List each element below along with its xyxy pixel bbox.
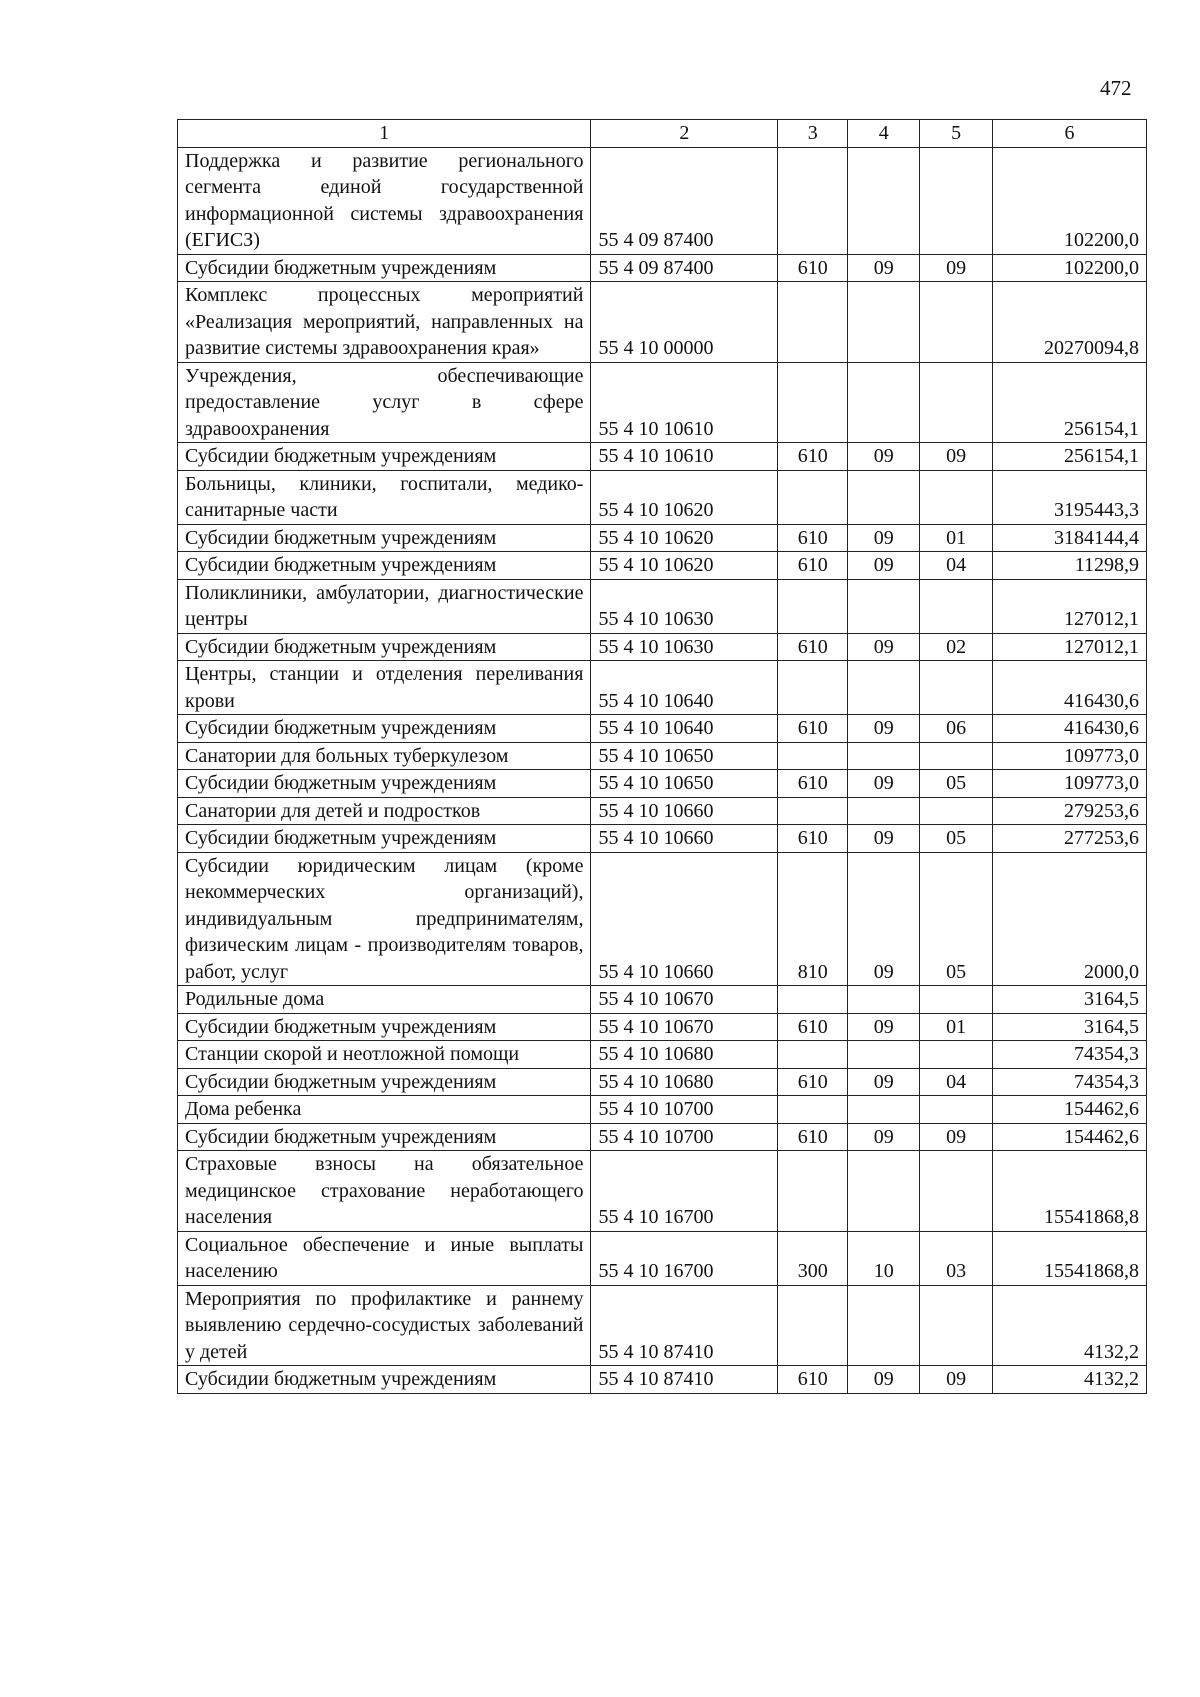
budget-table bbox=[177, 119, 1147, 1394]
row-rz-cell: 09 bbox=[848, 552, 920, 580]
table-row bbox=[178, 1366, 1147, 1394]
row-name-cell: Субсидии бюджетным учреждениям bbox=[178, 633, 591, 661]
row-code-cell: 55 4 09 87400 bbox=[591, 147, 778, 254]
row-pr-cell bbox=[920, 742, 993, 770]
row-name-cell: Поликлиники, амбулатории, диагностические центры bbox=[178, 579, 591, 633]
row-code-cell: 55 4 10 00000 bbox=[591, 282, 778, 363]
row-name-cell: Больницы, клиники, госпитали, медико-санитарные части bbox=[178, 470, 591, 524]
table-body bbox=[178, 147, 1147, 1393]
row-rz-cell bbox=[848, 1041, 920, 1069]
row-code-cell: 55 4 10 10680 bbox=[591, 1068, 778, 1096]
row-code-cell: 55 4 10 10670 bbox=[591, 1013, 778, 1041]
row-pr-cell bbox=[920, 362, 993, 443]
row-vr-cell bbox=[778, 661, 848, 715]
row-pr-cell: 05 bbox=[920, 852, 993, 986]
table-row bbox=[178, 715, 1147, 743]
row-vr-cell: 610 bbox=[778, 254, 848, 282]
row-code-cell: 55 4 10 87410 bbox=[591, 1285, 778, 1366]
row-rz-cell bbox=[848, 661, 920, 715]
row-vr-cell bbox=[778, 470, 848, 524]
row-pr-cell: 04 bbox=[920, 1068, 993, 1096]
table-row bbox=[178, 1123, 1147, 1151]
row-code-cell: 55 4 10 10640 bbox=[591, 661, 778, 715]
row-pr-cell: 06 bbox=[920, 715, 993, 743]
row-code-cell: 55 4 09 87400 bbox=[591, 254, 778, 282]
column-header: 3 bbox=[778, 120, 848, 148]
row-rz-cell: 09 bbox=[848, 825, 920, 853]
row-code-cell: 55 4 10 10650 bbox=[591, 770, 778, 798]
row-pr-cell: 09 bbox=[920, 443, 993, 471]
table-row bbox=[178, 1013, 1147, 1041]
row-pr-cell bbox=[920, 579, 993, 633]
row-pr-cell bbox=[920, 470, 993, 524]
column-header: 2 bbox=[591, 120, 778, 148]
row-amount-cell: 11298,9 bbox=[993, 552, 1147, 580]
row-code-cell: 55 4 10 10620 bbox=[591, 552, 778, 580]
row-pr-cell: 04 bbox=[920, 552, 993, 580]
row-vr-cell bbox=[778, 1285, 848, 1366]
row-rz-cell bbox=[848, 1151, 920, 1232]
row-name-cell: Субсидии бюджетным учреждениям bbox=[178, 254, 591, 282]
row-vr-cell: 610 bbox=[778, 715, 848, 743]
row-code-cell: 55 4 10 10660 bbox=[591, 797, 778, 825]
table-row bbox=[178, 147, 1147, 254]
row-vr-cell: 610 bbox=[778, 633, 848, 661]
row-name-cell: Субсидии бюджетным учреждениям bbox=[178, 443, 591, 471]
row-pr-cell: 03 bbox=[920, 1231, 993, 1285]
row-amount-cell: 74354,3 bbox=[993, 1041, 1147, 1069]
table-row bbox=[178, 1231, 1147, 1285]
row-pr-cell bbox=[920, 1285, 993, 1366]
row-name-cell: Станции скорой и неотложной помощи bbox=[178, 1041, 591, 1069]
table-row bbox=[178, 552, 1147, 580]
row-name-cell: Родильные дома bbox=[178, 986, 591, 1014]
row-code-cell: 55 4 10 10610 bbox=[591, 443, 778, 471]
row-rz-cell: 09 bbox=[848, 852, 920, 986]
row-amount-cell: 4132,2 bbox=[993, 1285, 1147, 1366]
row-code-cell: 55 4 10 10630 bbox=[591, 633, 778, 661]
row-name-cell: Санатории для детей и подростков bbox=[178, 797, 591, 825]
column-header: 6 bbox=[993, 120, 1147, 148]
row-rz-cell bbox=[848, 986, 920, 1014]
row-vr-cell bbox=[778, 579, 848, 633]
row-code-cell: 55 4 10 10660 bbox=[591, 825, 778, 853]
row-rz-cell: 09 bbox=[848, 1068, 920, 1096]
row-pr-cell bbox=[920, 147, 993, 254]
row-name-cell: Субсидии бюджетным учреждениям bbox=[178, 1366, 591, 1394]
row-amount-cell: 256154,1 bbox=[993, 362, 1147, 443]
row-code-cell: 55 4 10 10620 bbox=[591, 524, 778, 552]
column-header: 4 bbox=[848, 120, 920, 148]
row-pr-cell: 01 bbox=[920, 524, 993, 552]
row-rz-cell bbox=[848, 742, 920, 770]
row-rz-cell bbox=[848, 797, 920, 825]
row-amount-cell: 127012,1 bbox=[993, 633, 1147, 661]
row-name-cell: Субсидии бюджетным учреждениям bbox=[178, 552, 591, 580]
row-amount-cell: 3184144,4 bbox=[993, 524, 1147, 552]
row-pr-cell: 05 bbox=[920, 825, 993, 853]
row-rz-cell bbox=[848, 362, 920, 443]
table-row bbox=[178, 362, 1147, 443]
table-row bbox=[178, 1068, 1147, 1096]
column-header: 1 bbox=[178, 120, 591, 148]
row-pr-cell: 02 bbox=[920, 633, 993, 661]
row-code-cell: 55 4 10 10680 bbox=[591, 1041, 778, 1069]
row-amount-cell: 15541868,8 bbox=[993, 1231, 1147, 1285]
row-rz-cell: 09 bbox=[848, 633, 920, 661]
row-vr-cell: 610 bbox=[778, 524, 848, 552]
row-pr-cell bbox=[920, 1096, 993, 1124]
row-pr-cell bbox=[920, 797, 993, 825]
row-amount-cell: 20270094,8 bbox=[993, 282, 1147, 363]
row-pr-cell bbox=[920, 282, 993, 363]
table-row bbox=[178, 1151, 1147, 1232]
row-vr-cell: 300 bbox=[778, 1231, 848, 1285]
row-amount-cell: 3195443,3 bbox=[993, 470, 1147, 524]
row-code-cell: 55 4 10 10610 bbox=[591, 362, 778, 443]
table-row bbox=[178, 524, 1147, 552]
row-vr-cell: 610 bbox=[778, 770, 848, 798]
row-vr-cell bbox=[778, 1041, 848, 1069]
row-rz-cell: 09 bbox=[848, 443, 920, 471]
row-amount-cell: 416430,6 bbox=[993, 661, 1147, 715]
row-rz-cell bbox=[848, 1096, 920, 1124]
row-vr-cell bbox=[778, 797, 848, 825]
row-code-cell: 55 4 10 10700 bbox=[591, 1096, 778, 1124]
table-row bbox=[178, 633, 1147, 661]
row-amount-cell: 102200,0 bbox=[993, 254, 1147, 282]
row-amount-cell: 277253,6 bbox=[993, 825, 1147, 853]
table-row bbox=[178, 1096, 1147, 1124]
row-name-cell: Учреждения, обеспечивающие предоставление услуг в сфере здравоохранения bbox=[178, 362, 591, 443]
row-name-cell: Субсидии бюджетным учреждениям bbox=[178, 715, 591, 743]
table-row bbox=[178, 1041, 1147, 1069]
row-amount-cell: 256154,1 bbox=[993, 443, 1147, 471]
row-pr-cell bbox=[920, 1041, 993, 1069]
row-name-cell: Дома ребенка bbox=[178, 1096, 591, 1124]
row-name-cell: Субсидии бюджетным учреждениям bbox=[178, 1013, 591, 1041]
row-amount-cell: 15541868,8 bbox=[993, 1151, 1147, 1232]
row-name-cell: Санатории для больных туберкулезом bbox=[178, 742, 591, 770]
row-amount-cell: 74354,3 bbox=[993, 1068, 1147, 1096]
table-row bbox=[178, 282, 1147, 363]
row-vr-cell bbox=[778, 362, 848, 443]
row-pr-cell: 09 bbox=[920, 1366, 993, 1394]
row-vr-cell bbox=[778, 282, 848, 363]
row-code-cell: 55 4 10 16700 bbox=[591, 1231, 778, 1285]
row-name-cell: Субсидии бюджетным учреждениям bbox=[178, 524, 591, 552]
row-code-cell: 55 4 10 87410 bbox=[591, 1366, 778, 1394]
page-number: 472 bbox=[1100, 76, 1132, 100]
row-amount-cell: 4132,2 bbox=[993, 1366, 1147, 1394]
row-code-cell: 55 4 10 10660 bbox=[591, 852, 778, 986]
row-vr-cell: 610 bbox=[778, 1366, 848, 1394]
row-rz-cell bbox=[848, 579, 920, 633]
row-amount-cell: 127012,1 bbox=[993, 579, 1147, 633]
row-code-cell: 55 4 10 16700 bbox=[591, 1151, 778, 1232]
row-name-cell: Комплекс процессных мероприятий «Реализация мероприятий, направленных на развитие системы здравоохранения края» bbox=[178, 282, 591, 363]
row-pr-cell: 01 bbox=[920, 1013, 993, 1041]
row-code-cell: 55 4 10 10620 bbox=[591, 470, 778, 524]
row-vr-cell: 610 bbox=[778, 552, 848, 580]
table-row bbox=[178, 1285, 1147, 1366]
row-vr-cell: 610 bbox=[778, 1068, 848, 1096]
row-name-cell: Субсидии бюджетным учреждениям bbox=[178, 1068, 591, 1096]
row-pr-cell: 05 bbox=[920, 770, 993, 798]
row-rz-cell: 10 bbox=[848, 1231, 920, 1285]
row-name-cell: Субсидии юридическим лицам (кроме некоммерческих организаций), индивидуальным предпринимателям, физическим лицам - производителям товаров, работ, услуг bbox=[178, 852, 591, 986]
row-amount-cell: 109773,0 bbox=[993, 770, 1147, 798]
row-name-cell: Социальное обеспечение и иные выплаты населению bbox=[178, 1231, 591, 1285]
row-amount-cell: 3164,5 bbox=[993, 986, 1147, 1014]
row-name-cell: Субсидии бюджетным учреждениям bbox=[178, 770, 591, 798]
row-rz-cell bbox=[848, 282, 920, 363]
row-vr-cell: 610 bbox=[778, 825, 848, 853]
row-rz-cell: 09 bbox=[848, 770, 920, 798]
row-amount-cell: 416430,6 bbox=[993, 715, 1147, 743]
table-row bbox=[178, 742, 1147, 770]
row-rz-cell: 09 bbox=[848, 524, 920, 552]
row-rz-cell: 09 bbox=[848, 1013, 920, 1041]
table-row bbox=[178, 254, 1147, 282]
row-rz-cell: 09 bbox=[848, 1366, 920, 1394]
row-vr-cell bbox=[778, 147, 848, 254]
row-name-cell: Субсидии бюджетным учреждениям bbox=[178, 1123, 591, 1151]
row-pr-cell: 09 bbox=[920, 1123, 993, 1151]
row-vr-cell: 610 bbox=[778, 1123, 848, 1151]
row-amount-cell: 154462,6 bbox=[993, 1123, 1147, 1151]
table-row bbox=[178, 770, 1147, 798]
row-name-cell: Субсидии бюджетным учреждениям bbox=[178, 825, 591, 853]
row-vr-cell: 810 bbox=[778, 852, 848, 986]
row-rz-cell bbox=[848, 1285, 920, 1366]
row-vr-cell bbox=[778, 742, 848, 770]
row-amount-cell: 3164,5 bbox=[993, 1013, 1147, 1041]
row-amount-cell: 2000,0 bbox=[993, 852, 1147, 986]
row-rz-cell: 09 bbox=[848, 1123, 920, 1151]
row-rz-cell bbox=[848, 470, 920, 524]
row-rz-cell bbox=[848, 147, 920, 254]
row-rz-cell: 09 bbox=[848, 715, 920, 743]
row-code-cell: 55 4 10 10640 bbox=[591, 715, 778, 743]
row-vr-cell: 610 bbox=[778, 1013, 848, 1041]
row-name-cell: Страховые взносы на обязательное медицинское страхование неработающего населения bbox=[178, 1151, 591, 1232]
table-row bbox=[178, 470, 1147, 524]
row-vr-cell: 610 bbox=[778, 443, 848, 471]
header-row bbox=[178, 120, 1147, 148]
row-name-cell: Поддержка и развитие регионального сегмента единой государственной информационной системы здравоохранения (ЕГИСЗ) bbox=[178, 147, 591, 254]
row-pr-cell bbox=[920, 986, 993, 1014]
row-pr-cell: 09 bbox=[920, 254, 993, 282]
table-row bbox=[178, 797, 1147, 825]
row-code-cell: 55 4 10 10650 bbox=[591, 742, 778, 770]
row-pr-cell bbox=[920, 661, 993, 715]
row-vr-cell bbox=[778, 1151, 848, 1232]
row-amount-cell: 102200,0 bbox=[993, 147, 1147, 254]
row-vr-cell bbox=[778, 986, 848, 1014]
row-code-cell: 55 4 10 10700 bbox=[591, 1123, 778, 1151]
row-amount-cell: 154462,6 bbox=[993, 1096, 1147, 1124]
row-pr-cell bbox=[920, 1151, 993, 1232]
row-code-cell: 55 4 10 10630 bbox=[591, 579, 778, 633]
row-code-cell: 55 4 10 10670 bbox=[591, 986, 778, 1014]
table-row bbox=[178, 986, 1147, 1014]
row-name-cell: Мероприятия по профилактике и раннему выявлению сердечно-сосудистых заболеваний у детей bbox=[178, 1285, 591, 1366]
table-row bbox=[178, 852, 1147, 986]
row-amount-cell: 279253,6 bbox=[993, 797, 1147, 825]
table-row bbox=[178, 825, 1147, 853]
row-name-cell: Центры, станции и отделения переливания крови bbox=[178, 661, 591, 715]
table-row bbox=[178, 443, 1147, 471]
row-rz-cell: 09 bbox=[848, 254, 920, 282]
row-amount-cell: 109773,0 bbox=[993, 742, 1147, 770]
table-row bbox=[178, 661, 1147, 715]
row-vr-cell bbox=[778, 1096, 848, 1124]
table-row bbox=[178, 579, 1147, 633]
column-header: 5 bbox=[920, 120, 993, 148]
